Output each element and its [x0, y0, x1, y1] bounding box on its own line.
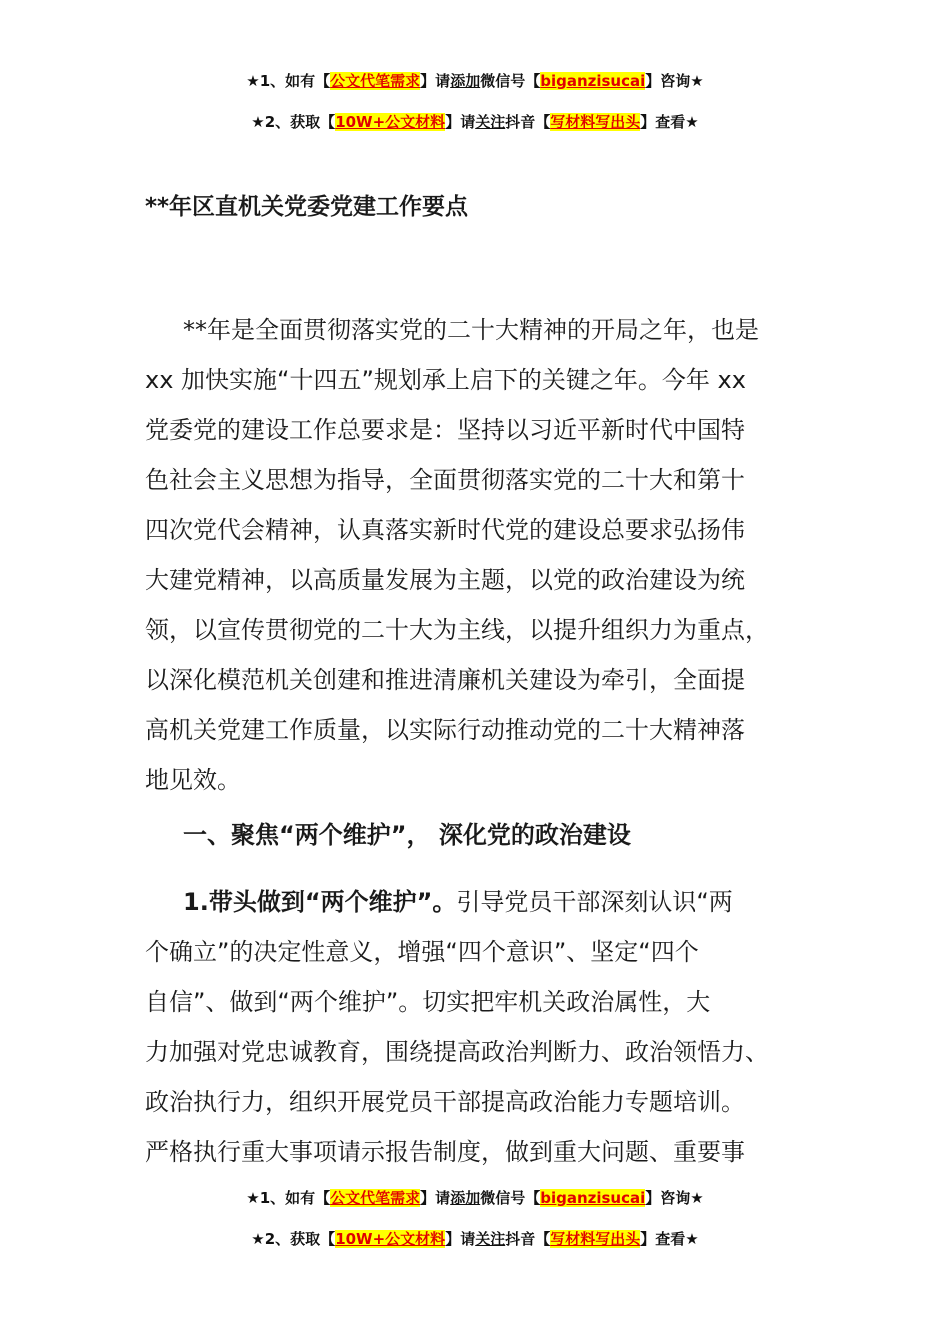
banner-text: 】咨询★ — [645, 72, 704, 90]
paragraph-line: 严格执行重大事项请示报告制度，做到重大问题、重要事 — [145, 1138, 745, 1166]
underlined-text: 关注 — [475, 1230, 506, 1248]
banner-text: 】查看★ — [640, 113, 699, 131]
paragraph-line: xx 加快实施“十四五”规划承上启下的关键之年。今年 xx — [145, 366, 746, 394]
footer-ad-line-1 — [0, 1187, 950, 1208]
wechat-id-link[interactable]: biganzisucai — [540, 72, 646, 90]
paragraph-line: 政治执行力，组织开展党员干部提高政治能力专题培训。 — [145, 1088, 745, 1116]
banner-text: ★1、如有【 — [246, 72, 331, 90]
highlight-text: 公文代笔需求 — [330, 72, 421, 90]
header-ad-line-1 — [0, 70, 950, 91]
banner-text: 抖音【 — [505, 113, 551, 131]
banner-text: 】查看★ — [640, 1230, 699, 1248]
paragraph-line: 四次党代会精神，认真落实新时代党的建设总要求弘扬伟 — [145, 516, 745, 544]
wechat-id-link[interactable]: biganzisucai — [540, 1189, 646, 1207]
header-ad-line-2 — [0, 111, 950, 132]
paragraph-line: **年是全面贯彻落实党的二十大精神的开局之年，也是 — [183, 316, 759, 344]
banner-text: 抖音【 — [505, 1230, 551, 1248]
banner-text: 】请 — [420, 72, 451, 90]
underlined-text: 添加 — [450, 72, 481, 90]
douyin-account-link[interactable]: 写材料写出头 — [550, 1230, 641, 1248]
underlined-text: 添加 — [450, 1189, 481, 1207]
item-1-text: 引导党员干部深刻认识“两 — [456, 888, 733, 916]
item-1-paragraph — [145, 877, 810, 1177]
paragraph-line: 领，以宣传贯彻党的二十大为主线，以提升组织力为重点， — [145, 616, 769, 644]
paragraph-line: 地见效。 — [145, 766, 241, 794]
footer-ad-line-2 — [0, 1228, 950, 1249]
paragraph-line: 大建党精神，以高质量发展为主题，以党的政治建设为统 — [145, 566, 745, 594]
paragraph-line: 力加强对党忠诚教育，围绕提高政治判断力、政治领悟力、 — [145, 1038, 769, 1066]
banner-text: 微信号【 — [480, 1189, 541, 1207]
paragraph-line: 高机关党建工作质量，以实际行动推动党的二十大精神落 — [145, 716, 745, 744]
paragraph-line: 自信”、做到“两个维护”。切实把牢机关政治属性，大 — [145, 988, 711, 1016]
banner-text: 】咨询★ — [645, 1189, 704, 1207]
underlined-text: 关注 — [475, 113, 506, 131]
paragraph-line: 以深化模范机关创建和推进清廉机关建设为牵引，全面提 — [145, 666, 745, 694]
banner-text: ★1、如有【 — [246, 1189, 331, 1207]
banner-text: ★2、获取【 — [251, 113, 336, 131]
intro-paragraph — [145, 305, 810, 805]
banner-text: ★2、获取【 — [251, 1230, 336, 1248]
paragraph-line: 个确立”的决定性意义，增强“四个意识”、坚定“四个 — [145, 938, 699, 966]
banner-text: 】请 — [445, 1230, 476, 1248]
paragraph-line: 色社会主义思想为指导，全面贯彻落实党的二十大和第十 — [145, 466, 745, 494]
paragraph-line: 党委党的建设工作总要求是：坚持以习近平新时代中国特 — [145, 416, 745, 444]
banner-text: 】请 — [445, 113, 476, 131]
douyin-account-link[interactable]: 写材料写出头 — [550, 113, 641, 131]
banner-text: 微信号【 — [480, 72, 541, 90]
document-title: **年区直机关党委党建工作要点 — [145, 194, 469, 220]
banner-text: 】请 — [420, 1189, 451, 1207]
paragraph-line — [145, 877, 810, 927]
highlight-text: 公文代笔需求 — [330, 1189, 421, 1207]
section-heading: 一、聚焦“两个维护”， 深化党的政治建设 — [183, 821, 631, 849]
highlight-text: 10W+公文材料 — [335, 113, 446, 131]
item-1-lead: 1.带头做到“两个维护”。 — [183, 888, 457, 916]
highlight-text: 10W+公文材料 — [335, 1230, 446, 1248]
